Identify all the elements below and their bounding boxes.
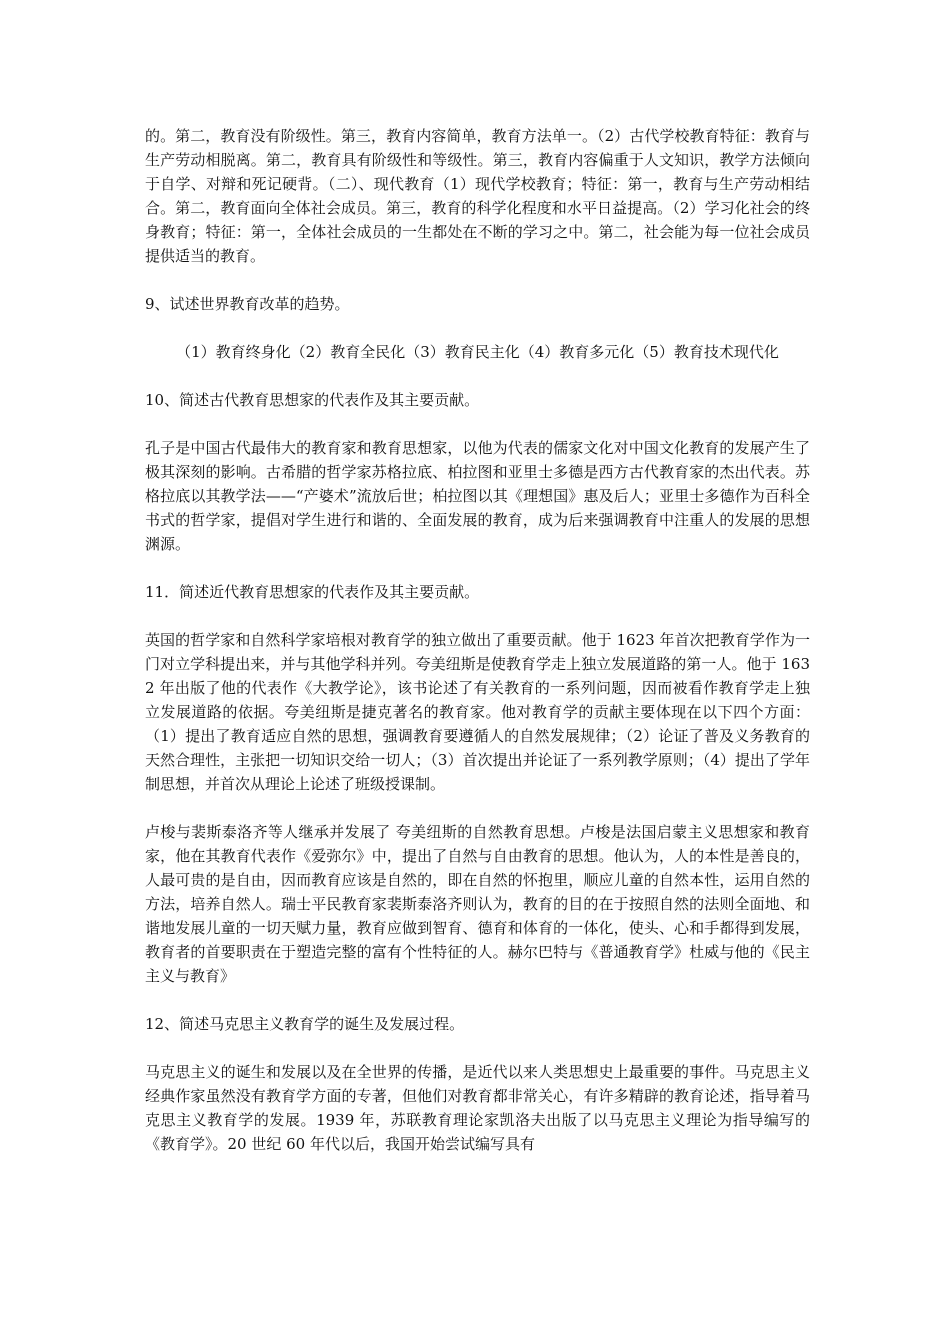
answer-12-paragraph: 马克思主义的诞生和发展以及在全世界的传播，是近代以来人类思想史上最重要的事件。马克思主义经典作家虽然没有教育学方面的专著，但他们对教育都非常关心，有许多精辟的教育论述，指导着马克思主义教育学的发展。1939 年，苏联教育理论家凯洛夫出版了以马克思主义理论为指导编写的《教育学》。20 世纪 60 年代以后，我国开始尝试编写具有: [145, 1063, 810, 1153]
answer-11-paragraph-1: 英国的哲学家和自然科学家培根对教育学的独立做出了重要贡献。他于 1623 年首次把教育学作为一门对立学科提出来，并与其他学科并列。夸美纽斯是使教育学走上独立发展道路的第一人。他于 1632 年出版了他的代表作《大教学论》，该书论述了有关教育的一系列问题，因而被看作教育学走上独立发展道路的依据。夸美纽斯是捷克著名的教育家。他对教育学的贡献主要体现在以下四个方面：（1）提出了教育适应自然的思想，强调教育要遵循人的自然发展规律；（2）论证了普及义务教育的天然合理性，主张把一切知识交给一切人；（3）首次提出并论证了一系列教学原则；（4）提出了学年制思想，并首次从理论上论述了班级授课制。: [145, 631, 810, 793]
answer-10-paragraph: 孔子是中国古代最伟大的教育家和教育思想家，以他为代表的儒家文化对中国文化教育的发展产生了极其深刻的影响。古希腊的哲学家苏格拉底、柏拉图和亚里士多德是西方古代教育家的杰出代表。苏格拉底以其教学法——“产婆术”流放后世；柏拉图以其《理想国》惠及后人；亚里士多德作为百科全书式的哲学家，提倡对学生进行和谐的、全面发展的教育，成为后来强调教育中注重人的发展的思想渊源。: [145, 439, 810, 553]
question-9-heading: 9、试述世界教育改革的趋势。: [145, 295, 350, 313]
question-12-heading: 12、简述马克思主义教育学的诞生及发展过程。: [145, 1015, 465, 1033]
paragraph-ancient-modern-education: 的。第二，教育没有阶级性。第三，教育内容简单，教育方法单一。（2）古代学校教育特征：教育与生产劳动相脱离。第二，教育具有阶级性和等级性。第三，教育内容偏重于人文知识，教学方法倾向于自学、对辩和死记硬背。（二）、现代教育（1）现代学校教育；特征：第一，教育与生产劳动相结合。第二，教育面向全体社会成员。第三，教育的科学化程度和水平日益提高。（2）学习化社会的终身教育；特征：第一，全体社会成员的一生都处在不断的学习之中。第二，社会能为每一位社会成员提供适当的教育。: [145, 127, 810, 265]
question-11-heading: 11．简述近代教育思想家的代表作及其主要贡献。: [145, 583, 480, 601]
document-body: [145, 124, 810, 1180]
question-10-heading: 10、简述古代教育思想家的代表作及其主要贡献。: [145, 391, 480, 409]
answer-9-paragraph: （1）教育终身化（2）教育全民化（3）教育民主化（4）教育多元化（5）教育技术现代化: [176, 343, 779, 361]
answer-11-paragraph-2: 卢梭与裴斯泰洛齐等人继承并发展了 夸美纽斯的自然教育思想。卢梭是法国启蒙主义思想家和教育家，他在其教育代表作《爱弥尔》中，提出了自然与自由教育的思想。他认为，人的本性是善良的，人最可贵的是自由，因而教育应该是自然的，即在自然的怀抱里，顺应儿童的自然本性，运用自然的方法，培养自然人。瑞士平民教育家裴斯泰洛齐则认为，教育的目的在于按照自然的法则全面地、和谐地发展儿童的一切天赋力量，教育应做到智育、德育和体育的一体化，使头、心和手都得到发展，教育者的首要职责在于塑造完整的富有个性特征的人。赫尔巴特与《普通教育学》杜威与他的《民主主义与教育》: [145, 823, 810, 985]
